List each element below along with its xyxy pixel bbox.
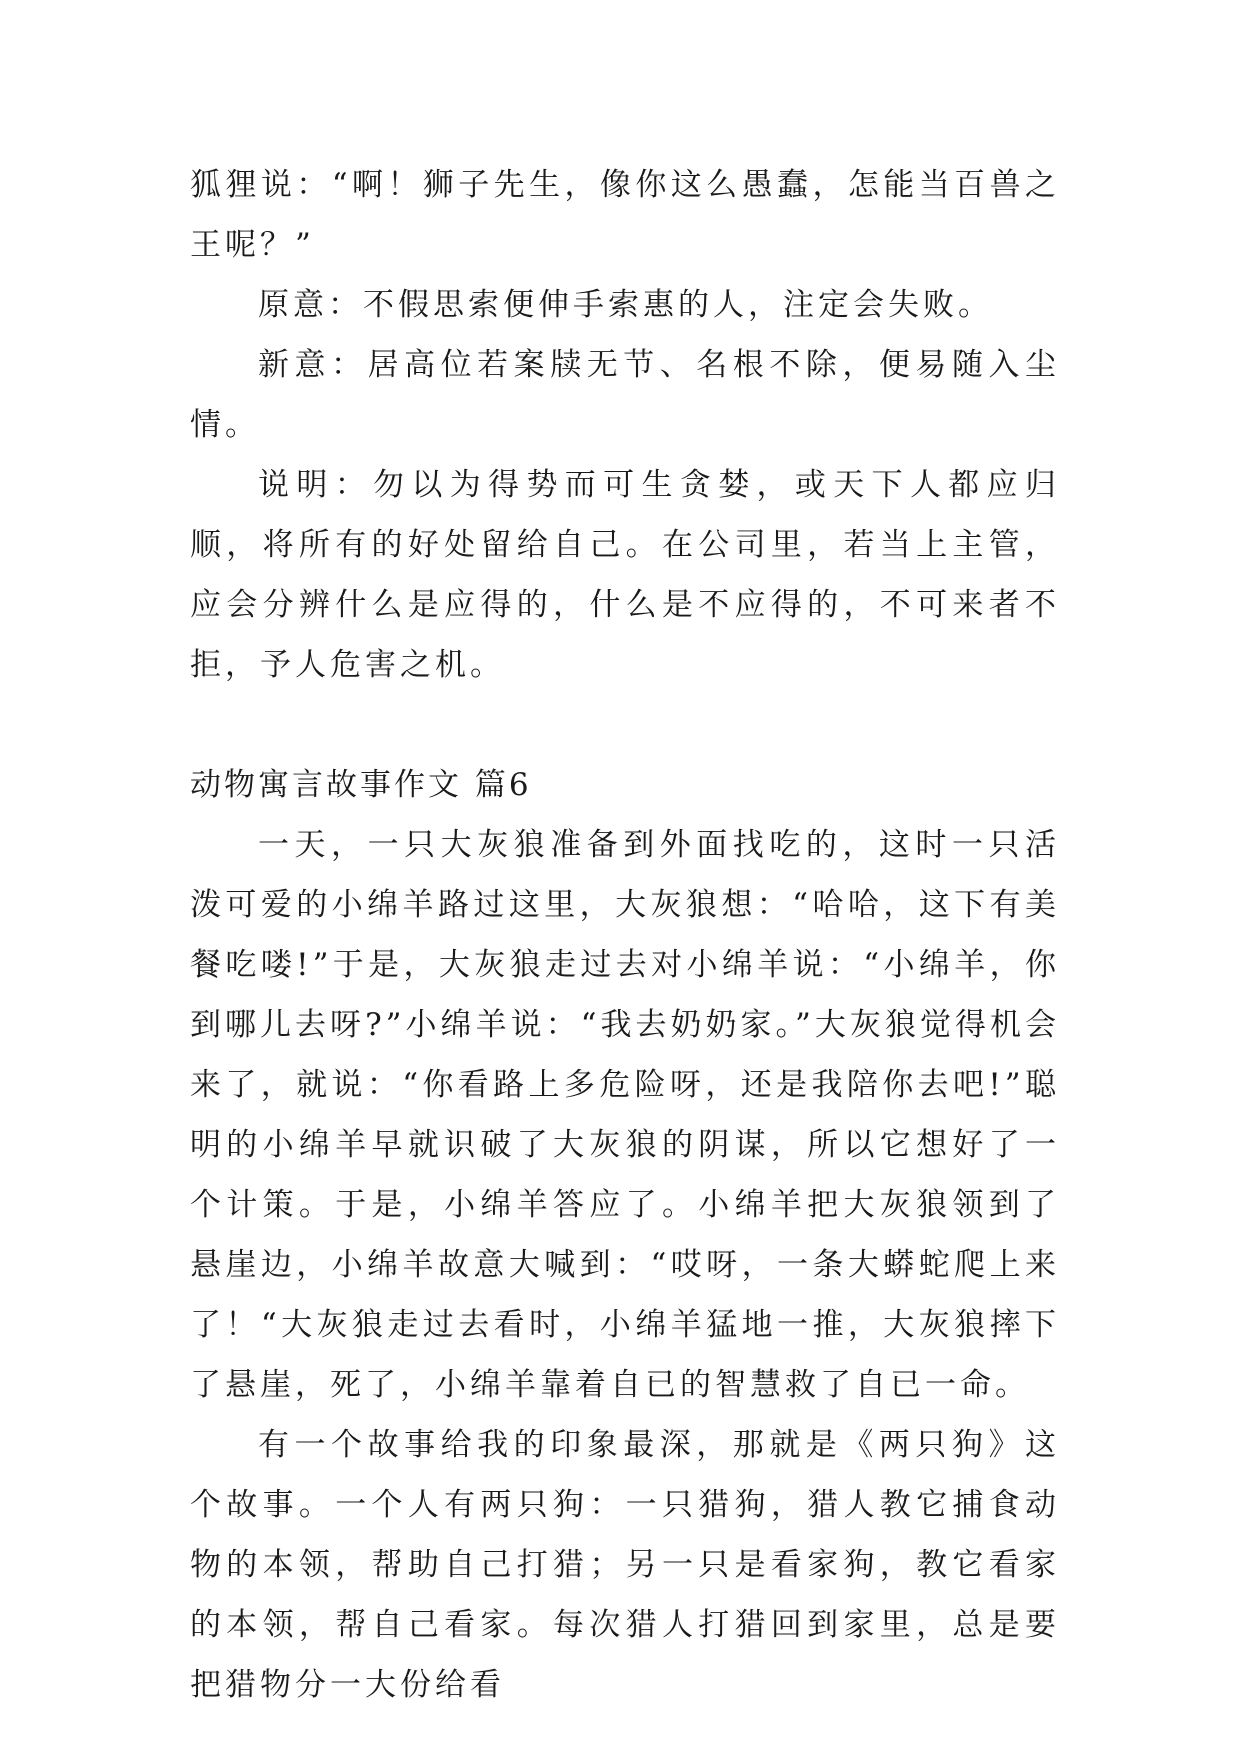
- explanation-paragraph: 说明：勿以为得势而可生贪婪，或天下人都应归顺，将所有的好处留给自己。在公司里，若当上主管，应会分辨什么是应得的，什么是不应得的，不可来者不拒，予人危害之机。: [190, 467, 1060, 683]
- new-meaning-paragraph: 新意：居高位若案牍无节、名根不除，便易随入尘情。: [190, 347, 1060, 443]
- original-meaning-paragraph: 原意：不假思索便伸手索惠的人，注定会失败。: [258, 287, 993, 323]
- story-paragraph-2: 有一个故事给我的印象最深，那就是《两只狗》这个故事。一个人有两只狗：一只猎狗，猎人教它捕食动物的本领，帮助自己打猎；另一只是看家狗，教它看家的本领，帮自己看家。每次猎人打猎回到家里，总是要把猎物分一大份给看: [190, 1427, 1060, 1703]
- section-spacer: [190, 695, 1060, 755]
- document-body: [190, 155, 1060, 1715]
- section-heading: 动物寓言故事作文 篇6: [190, 767, 532, 803]
- intro-paragraph: 狐狸说：“啊！狮子先生，像你这么愚蠢，怎能当百兽之王呢？”: [190, 167, 1060, 263]
- story-paragraph-1: 一天，一只大灰狼准备到外面找吃的，这时一只活泼可爱的小绵羊路过这里，大灰狼想：“哈哈，这下有美餐吃喽!”于是，大灰狼走过去对小绵羊说：“小绵羊，你到哪儿去呀?”小绵羊说：“我去奶奶家。”大灰狼觉得机会来了，就说：“你看路上多危险呀，还是我陪你去吧!”聪明的小绵羊早就识破了大灰狼的阴谋，所以它想好了一个计策。于是，小绵羊答应了。小绵羊把大灰狼领到了悬崖边，小绵羊故意大喊到：“哎呀，一条大蟒蛇爬上来了！“大灰狼走过去看时，小绵羊猛地一推，大灰狼摔下了悬崖，死了，小绵羊靠着自已的智慧救了自已一命。: [190, 827, 1060, 1403]
